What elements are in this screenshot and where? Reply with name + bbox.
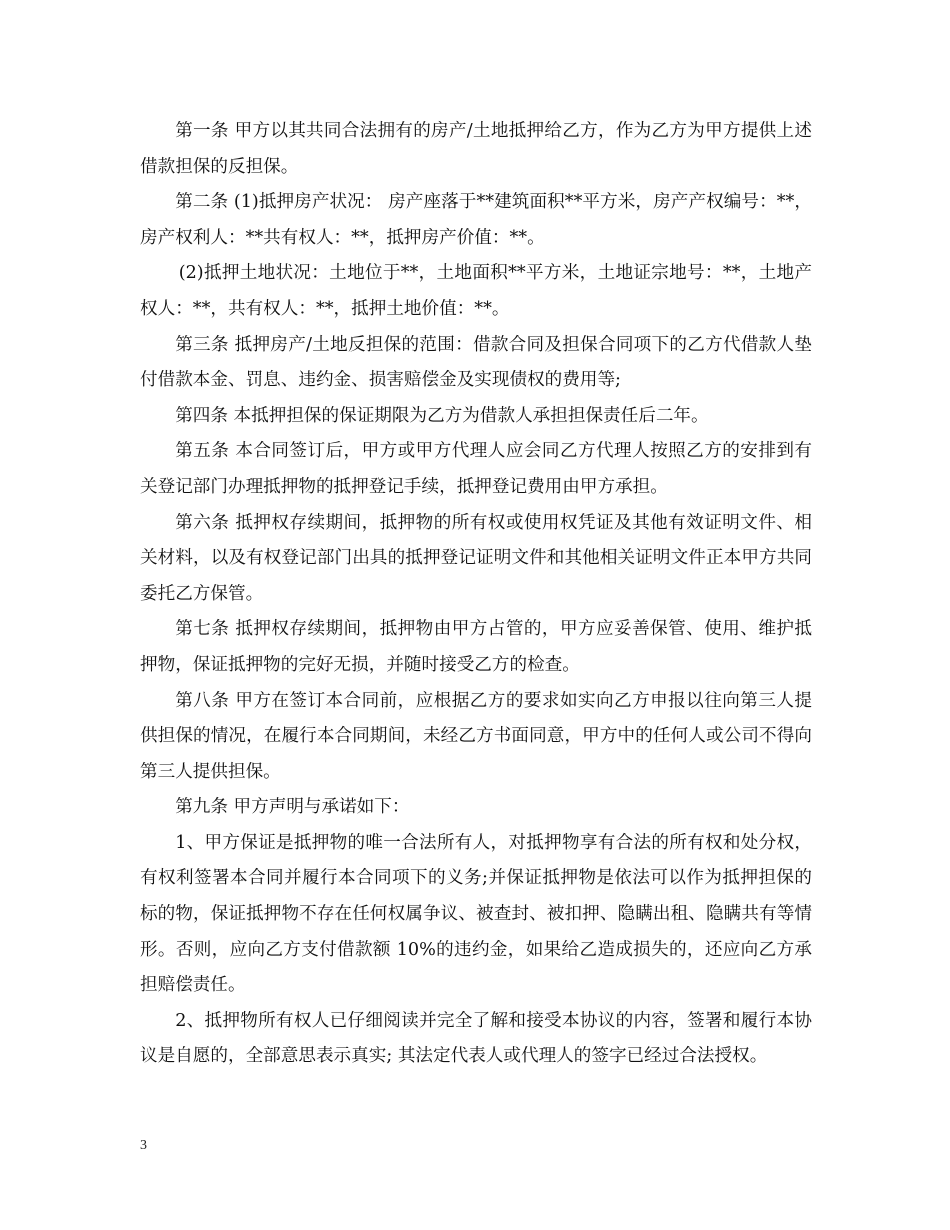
page-number: 3 [140, 1138, 147, 1153]
article-9-item-2-paragraph: 2、抵押物所有权人已仔细阅读并完全了解和接受本协议的内容，签署和履行本协议是自愿的，全部意思表示真实; 其法定代表人或代理人的签字已经过合法授权。 [140, 1010, 812, 1067]
document-body [140, 114, 812, 1075]
article-2-clause-2-paragraph: (2)抵押土地状况：土地位于**，土地面积**平方米，土地证宗地号：**，土地产权人：**，共有权人：**，抵押土地价值：**。 [140, 263, 812, 319]
article-8-paragraph: 第八条 甲方在签订本合同前，应根据乙方的要求如实向乙方申报以往向第三人提供担保的情况，在履行本合同期间，未经乙方书面同意，甲方中的任何人或公司不得向第三人提供担保。 [140, 690, 812, 782]
article-5-paragraph: 第五条 本合同签订后，甲方或甲方代理人应会同乙方代理人按照乙方的安排到有关登记部门办理抵押物的抵押登记手续，抵押登记费用由甲方承担。 [140, 441, 812, 497]
article-4-paragraph: 第四条 本抵押担保的保证期限为乙方为借款人承担担保责任后二年。 [175, 405, 709, 426]
article-3-paragraph: 第三条 抵押房产/土地反担保的范围：借款合同及担保合同项下的乙方代借款人垫付借款本金、罚息、违约金、损害赔偿金及实现债权的费用等; [140, 334, 812, 391]
article-9-item-1-paragraph: 1、甲方保证是抵押物的唯一合法所有人，对抵押物享有合法的所有权和处分权，有权利签署本合同并履行本合同项下的义务;并保证抵押物是依法可以作为抵押担保的标的物，保证抵押物不存在任何权属争议、被查封、被扣押、隐瞒出租、隐瞒共有等情形。否则，应向乙方支付借款额 10%的违约金，如果给乙造成损失的，还应向乙方承担赔偿责任。 [140, 832, 812, 996]
article-2-paragraph: 第二条 (1)抵押房产状况： 房产座落于**建筑面积**平方米，房产产权编号：**，房产权利人：**共有权人：**，抵押房产价值：**。 [140, 192, 812, 248]
article-9-paragraph: 第九条 甲方声明与承诺如下： [175, 797, 410, 818]
article-6-paragraph: 第六条 抵押权存续期间，抵押物的所有权或使用权凭证及其他有效证明文件、相关材料，以及有权登记部门出具的抵押登记证明文件和其他相关证明文件正本甲方共同委托乙方保管。 [140, 512, 812, 604]
article-7-paragraph: 第七条 抵押权存续期间，抵押物由甲方占管的，甲方应妥善保管、使用、维护抵押物，保证抵押物的完好无损，并随时接受乙方的检查。 [140, 619, 812, 675]
article-1-paragraph: 第一条 甲方以其共同合法拥有的房产/土地抵押给乙方，作为乙方为甲方提供上述借款担保的反担保。 [140, 121, 812, 177]
